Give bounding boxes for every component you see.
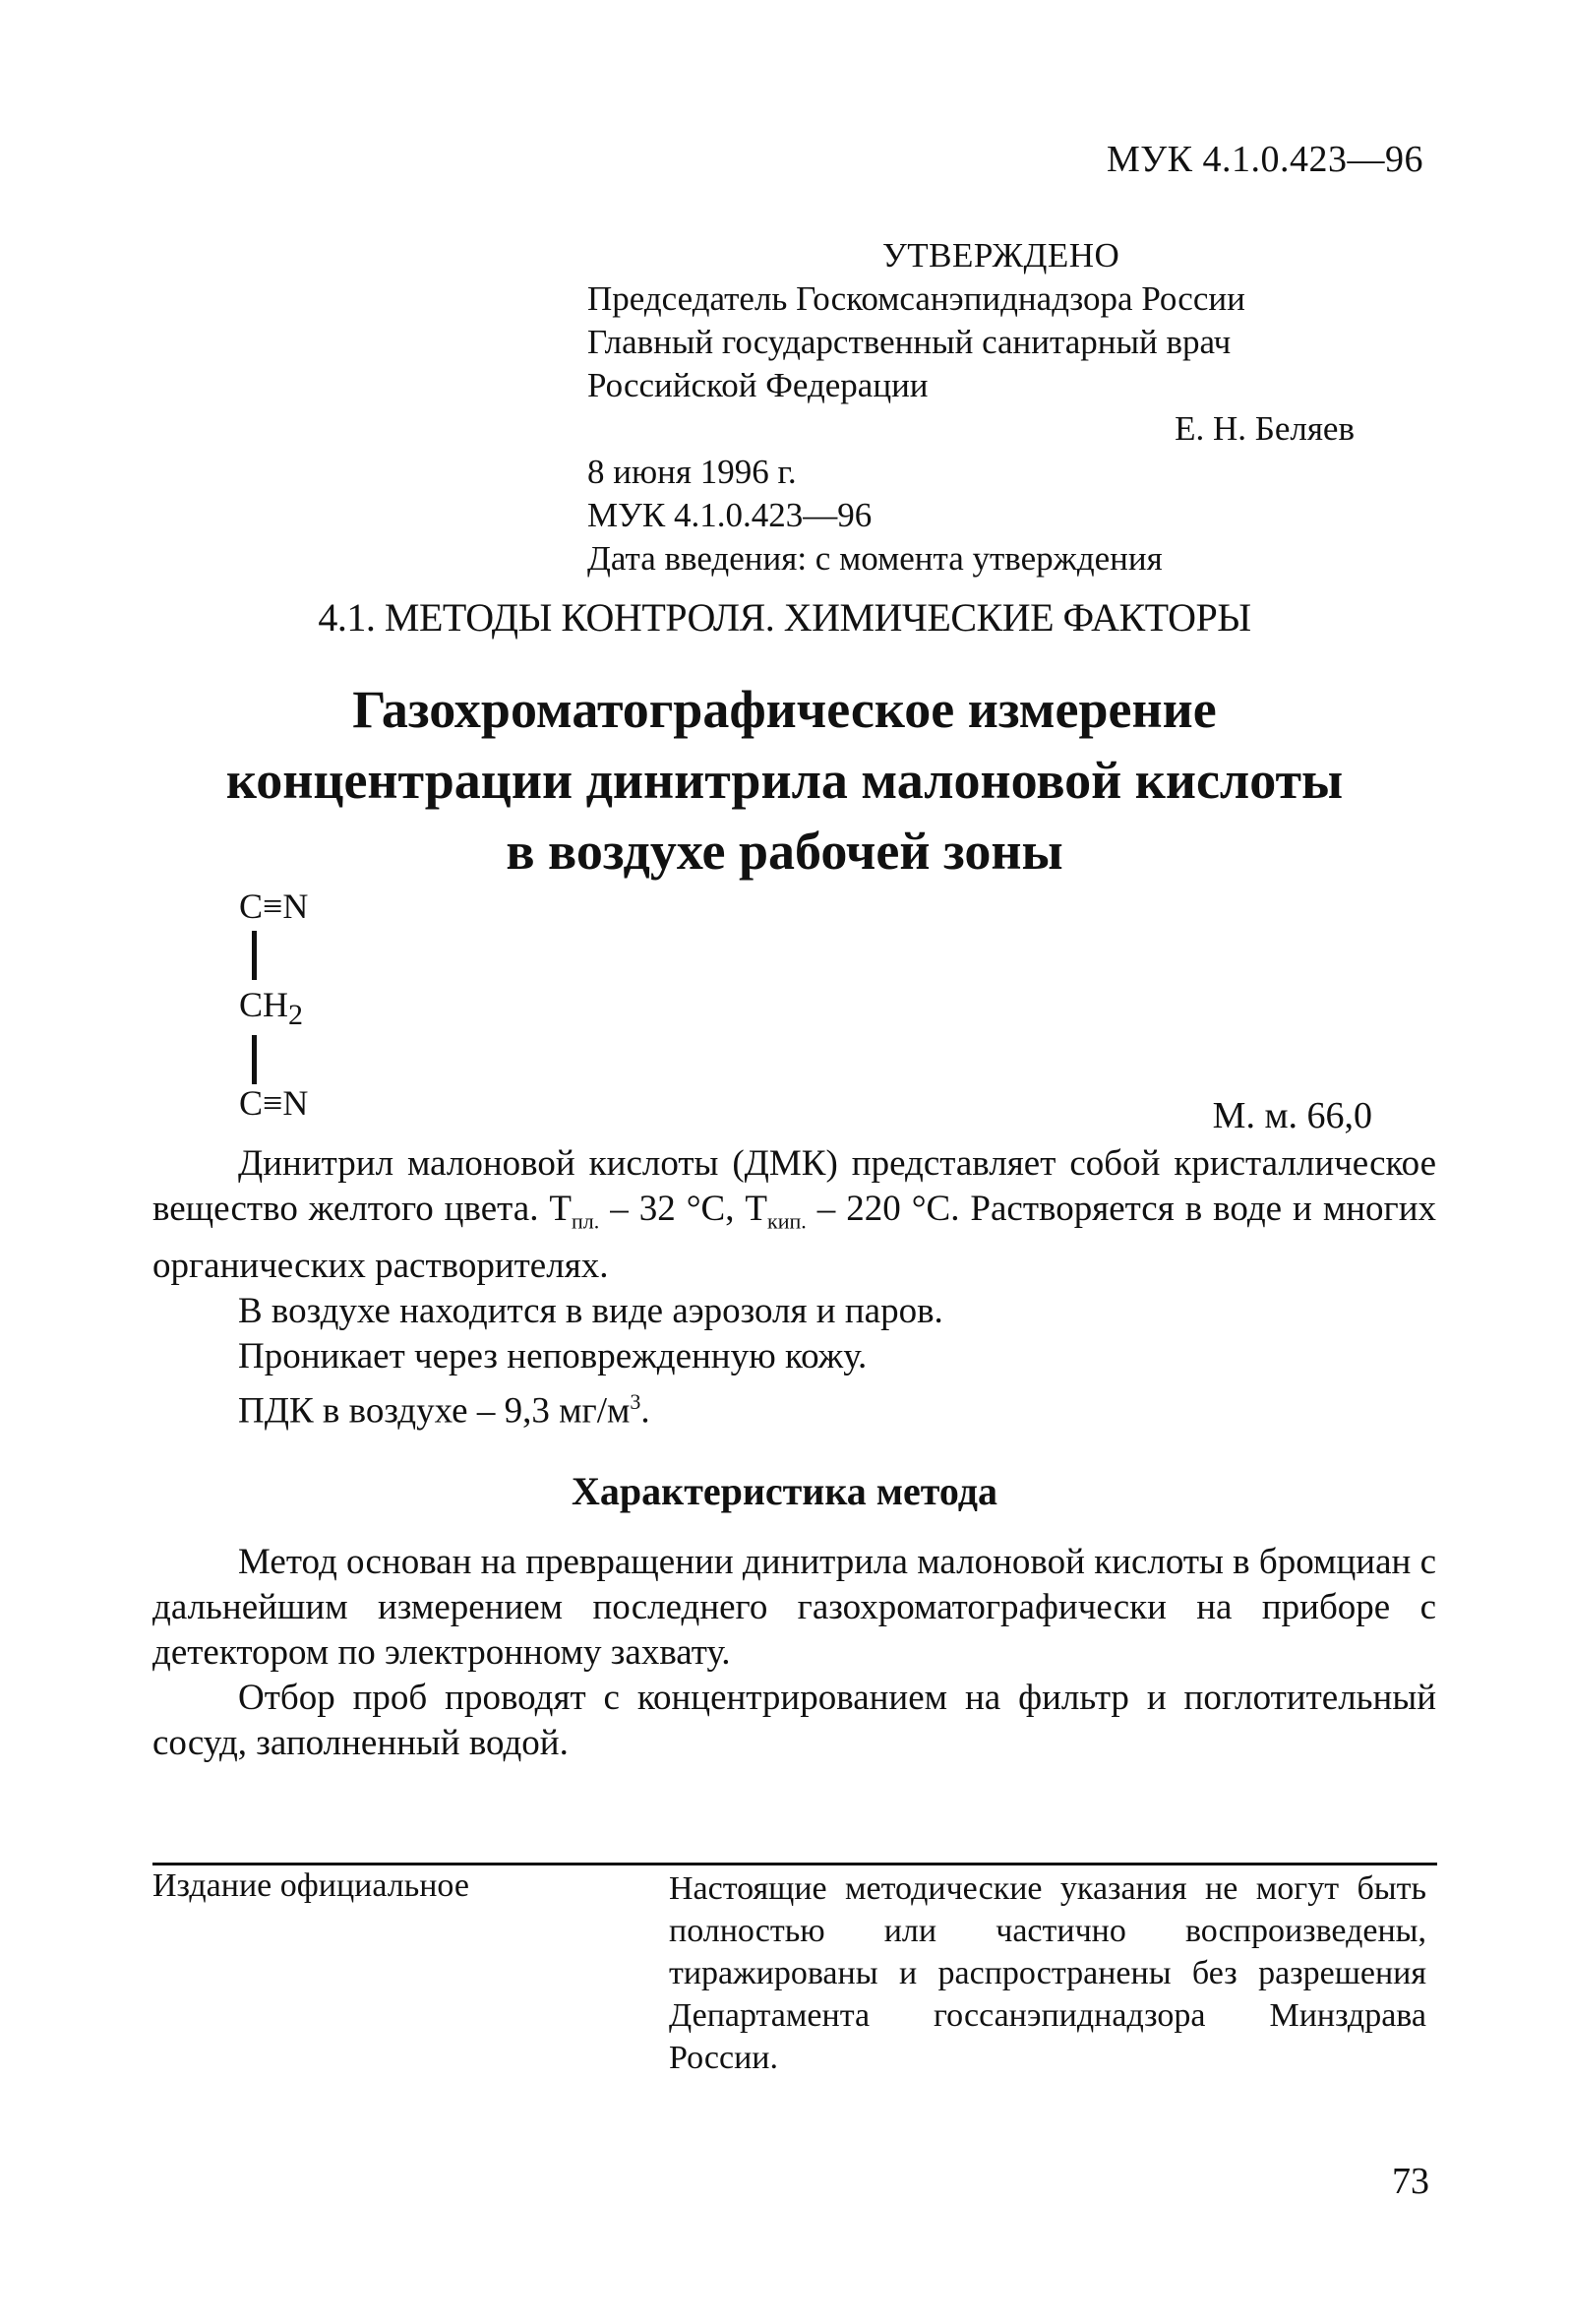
formula-bottom: C≡N xyxy=(239,1083,309,1123)
footer-divider xyxy=(152,1863,1437,1865)
description-paragraph: В воздухе находится в виде аэрозоля и паров. xyxy=(238,1291,943,1332)
structural-formula xyxy=(239,886,436,1122)
method-paragraph: Отбор проб проводят с концентрированием на фильтр и поглотительный сосуд, заполненный водой. xyxy=(152,1678,1436,1763)
document-title xyxy=(0,674,1569,887)
document-code: МУК 4.1.0.423—96 xyxy=(1106,139,1423,180)
page-number: 73 xyxy=(1392,2161,1429,2202)
approval-title: УТВЕРЖДЕНО xyxy=(882,236,1120,275)
official-edition-label: Издание официальное xyxy=(152,1867,469,1904)
approval-date: 8 июня 1996 г. xyxy=(587,453,797,491)
method-block xyxy=(152,1540,1436,1766)
title-line: в воздухе рабочей зоны xyxy=(506,822,1063,881)
formula-ch: CH xyxy=(239,985,289,1024)
title-line: Газохроматографическое измерение xyxy=(352,680,1217,739)
approval-position-line: Председатель Госкомсанэпиднадзора России xyxy=(587,279,1245,318)
formula-subscript: 2 xyxy=(288,999,304,1032)
description-paragraph: ПДК в воздухе – 9,3 $мг/м^3$. xyxy=(238,1389,650,1432)
method-heading: Характеристика метода xyxy=(572,1469,997,1513)
section-header: 4.1. МЕТОДЫ КОНТРОЛЯ. ХИМИЧЕСКИЕ ФАКТОРЫ xyxy=(318,595,1251,640)
effective-date: Дата введения: с момента утверждения xyxy=(587,539,1163,578)
single-bond-line xyxy=(252,931,257,980)
description-paragraph: Динитрил малоновой кислоты (ДМК) представляет собой кристаллическое вещество желтого цвета. $T_{пл.} - 32$ °С, $T_{кип.} - 220$ °С. Растворяется в воде и многих органических растворителях. xyxy=(152,1143,1437,1287)
molar-mass: М. м. 66,0 xyxy=(1212,1095,1372,1136)
description-paragraph: Проникает через неповрежденную кожу. xyxy=(238,1336,868,1377)
approval-code: МУК 4.1.0.423—96 xyxy=(587,496,873,534)
copyright-notice: Настоящие методические указания не могут быть полностью или частично воспроизведены, тиражированы и распространены без разрешения Департамента госсанэпиднадзора Минздрава России. xyxy=(669,1870,1426,2076)
approval-block xyxy=(587,234,1374,581)
description-block xyxy=(152,1141,1436,1435)
approval-position-line: Главный государственный санитарный врач xyxy=(587,323,1232,361)
approver-name: Е. Н. Беляев xyxy=(1175,409,1355,448)
title-line: концентрации динитрила малоновой кислоты xyxy=(225,751,1344,810)
single-bond-line xyxy=(252,1035,257,1084)
formula-middle xyxy=(239,984,303,1032)
approval-position-line: Российской Федерации xyxy=(587,366,929,404)
formula-top: C≡N xyxy=(239,887,309,926)
method-paragraph: Метод основан на превращении динитрила малоновой кислоты в бромциан с дальнейшим измерением последнего газохроматографически на приборе с детектором по электронному захвату. xyxy=(152,1542,1436,1673)
